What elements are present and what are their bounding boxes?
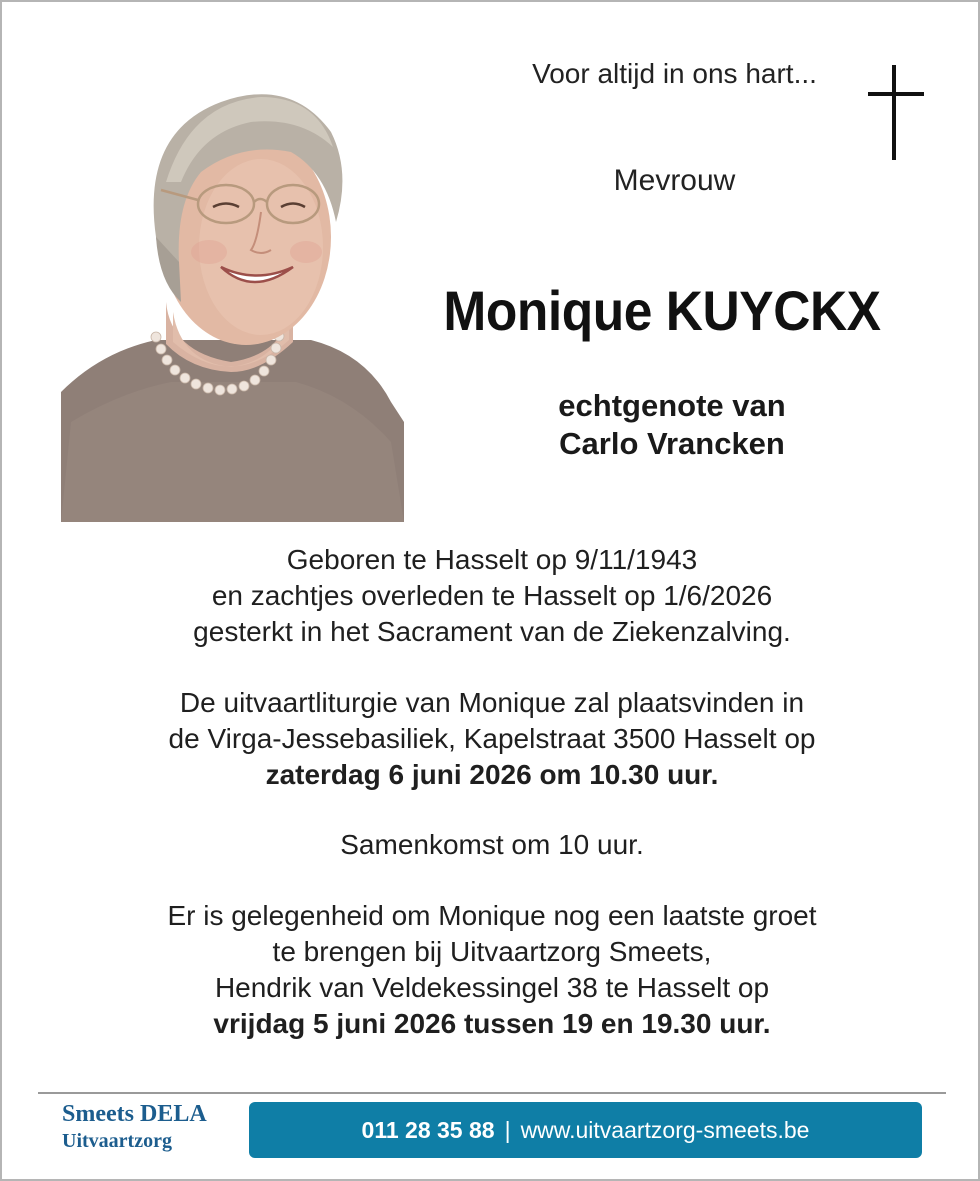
salutation: Mevrouw	[613, 164, 736, 197]
logo-line-1: Smeets DELA	[62, 1101, 207, 1127]
website-link[interactable]: www.uitvaartzorg-smeets.be	[520, 1116, 810, 1143]
visit-line-1: Er is gelegenheid om Monique nog een laatste groet	[167, 900, 817, 931]
cross-icon	[868, 65, 924, 160]
visit-date: vrijdag 5 juni 2026 tussen 19 en 19.30 uur.	[213, 1008, 771, 1039]
phone-number[interactable]: 011 28 35 88	[361, 1116, 495, 1143]
visit-line-2: te brengen bij Uitvaartzorg Smeets,	[272, 936, 712, 967]
visitation-details	[62, 898, 922, 1042]
deceased-name: Monique KUYCKX	[443, 279, 881, 342]
gathering-info	[62, 827, 922, 863]
contact-separator: |	[504, 1116, 511, 1143]
footer-divider	[38, 1092, 946, 1094]
spouse-info	[472, 387, 872, 463]
logo-line-2: Uitvaartzorg	[62, 1130, 172, 1152]
contact-bar	[249, 1102, 922, 1158]
liturgy-line-2: de Virga-Jessebasiliek, Kapelstraat 3500 Hasselt op	[168, 723, 816, 754]
birth-line-2: en zachtjes overleden te Hasselt op 1/6/2026	[211, 580, 773, 611]
spouse-line-1: echtgenote van	[558, 388, 786, 423]
funeral-home-logo	[62, 1100, 247, 1160]
birth-line-3: gesterkt in het Sacrament van de Ziekenzalving.	[193, 616, 791, 647]
birth-line-1: Geboren te Hasselt op 9/11/1943	[286, 544, 698, 575]
gathering-line: Samenkomst om 10 uur.	[340, 829, 644, 860]
spouse-line-2: Carlo Vrancken	[559, 426, 785, 461]
motto: Voor altijd in ons hart...	[532, 58, 817, 89]
birth-death-details	[62, 542, 922, 650]
portrait-photo	[61, 62, 404, 522]
liturgy-details	[62, 685, 922, 793]
liturgy-date: zaterdag 6 juni 2026 om 10.30 uur.	[265, 759, 719, 790]
liturgy-line-1: De uitvaartliturgie van Monique zal plaatsvinden in	[179, 687, 805, 718]
visit-line-3: Hendrik van Veldekessingel 38 te Hasselt op	[214, 972, 770, 1003]
